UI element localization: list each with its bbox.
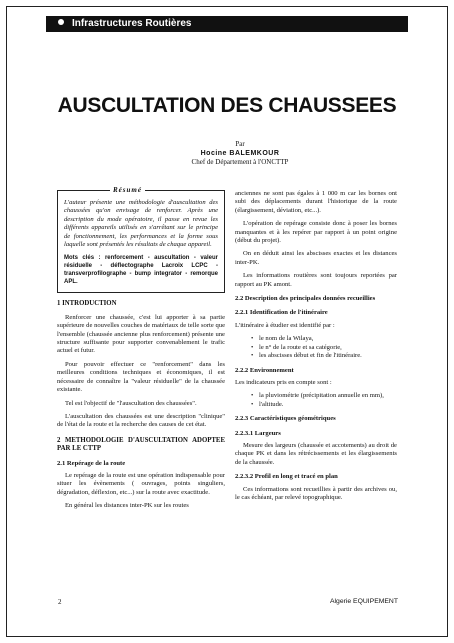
left-column (57, 186, 225, 516)
list-item: • le n° de la route et sa catégorie, (253, 344, 397, 352)
byline (140, 140, 340, 167)
abstract-text: L'auteur présente une méthodologie d'auscultation des chaussées qu'on envisage de renforcer. Après une description du mode opératoire, il passe en revue les différents appareils utilisés en s'arrêtant sur le principe de fonctionnement, les performances et la forme sous laquelle sont présentés les résultats de chaque appareil. (64, 199, 218, 249)
section-banner (46, 16, 408, 32)
identification-list (253, 335, 397, 360)
paragraph: Pour pouvoir effectuer ce "renforcement" dans les meilleures conditions techniques et économiques, il est nécessaire de connaître la "valeur résiduelle" de la chaussée existante. (57, 360, 225, 394)
paragraph: L'auscultation des chaussées est une description "clinique" de l'état de la route et la recherche des causes de cet état. (57, 412, 225, 429)
heading-2-2-3-2: 2.2.3.2 Profil en long et tracé en plan (235, 473, 338, 481)
page-number: 2 (58, 598, 62, 606)
banner-text: Infrastructures Routières (72, 18, 192, 29)
list-item: • les abscisses début et fin de l'itinéraire. (253, 352, 397, 360)
paragraph: On en déduit ainsi les abscisses exactes et les distances inter-PK. (235, 250, 397, 266)
heading-2-2-3-1: 2.2.3.1 Largeurs (235, 429, 281, 437)
abstract-box (57, 186, 225, 293)
paragraph: Les indicateurs pris en compte sont : (235, 378, 332, 386)
paragraph: Les informations routières sont toujours reportées par rapport au PK amont. (235, 272, 397, 288)
paragraph: anciennes ne sont pas égales à 1 000 m car les bornes ont subi des déplacements durant l'historique de la route (élargissement, déviation, etc...). (235, 190, 397, 214)
heading-2-2-1: 2.2.1 Identification de l'itinéraire (235, 309, 328, 317)
list-item: • la pluviométrie (précipitation annuelle en mm), (253, 392, 397, 400)
list-item: • le nom de la Wilaya, (253, 335, 397, 343)
bullet-icon (58, 19, 64, 25)
paragraph: Ces informations sont recueillies à partir des archives ou, le cas échéant, par relevé topographique. (235, 485, 397, 501)
abstract-label: Résumé (110, 186, 145, 194)
list-item: • l'altitude. (253, 401, 397, 409)
heading-2-2: 2.2 Description des principales données recueillies (235, 295, 376, 303)
heading-2-2-2: 2.2.2 Environnement (235, 366, 294, 374)
heading-methodology: 2 METHODOLOGIE D'AUSCULTATION ADOPTEE PAR LE CTTP (57, 436, 225, 453)
right-column (235, 190, 397, 507)
publication-name: Algerie EQUIPEMENT (330, 598, 398, 605)
paragraph: L'opération de repérage consiste donc à poser les bornes manquantes et à les repérer par rapport à un point origine (début du projet). (235, 220, 397, 245)
paragraph: Tel est l'objectif de "l'auscultation des chaussées". (65, 399, 197, 407)
paragraph: L'itinéraire à étudier est identifié par : (235, 321, 335, 329)
heading-introduction: 1 INTRODUCTION (57, 300, 117, 308)
paragraph: Mesure des largeurs (chaussée et accotements) au droit de chaque PK et dans les rétrécissements et les élargissements de la chaussée. (235, 441, 397, 466)
author-name: Hocine BALEMKOUR (200, 150, 280, 157)
author-role: Chef de Département à l'ONCTTP (191, 158, 289, 166)
article-title: AUSCULTATION DES CHAUSSEES (57, 94, 397, 117)
paragraph: Renforcer une chaussée, c'est lui apporter à sa partie supérieure de nouvelles couches de matériaux de telle sorte que l'ensemble (chaussée ancienne plus renforcement) présente une structure suffisante pour supporter convenablement le trafic actuel et futur. (57, 313, 225, 355)
keywords: Mots clés : renforcement - auscultation - valeur résiduelle - déflectographe Lacroix LCPC - transverprofilographe - bump integrator - remorque APL. (64, 255, 218, 286)
paragraph: En général les distances inter-PK sur les routes (65, 502, 189, 510)
byline-par: Par (235, 140, 245, 148)
heading-2-1: 2.1 Repérage de la route (57, 459, 126, 467)
heading-2-2-3: 2.2.3 Caractéristiques géométriques (235, 415, 336, 423)
environment-list (253, 392, 397, 409)
paragraph: Le repérage de la route est une opération indispensable pour situer les évènements ( ouvrages, points singuliers, dégradation, déflexion, etc...) sur la route avec exactitude. (57, 471, 225, 496)
